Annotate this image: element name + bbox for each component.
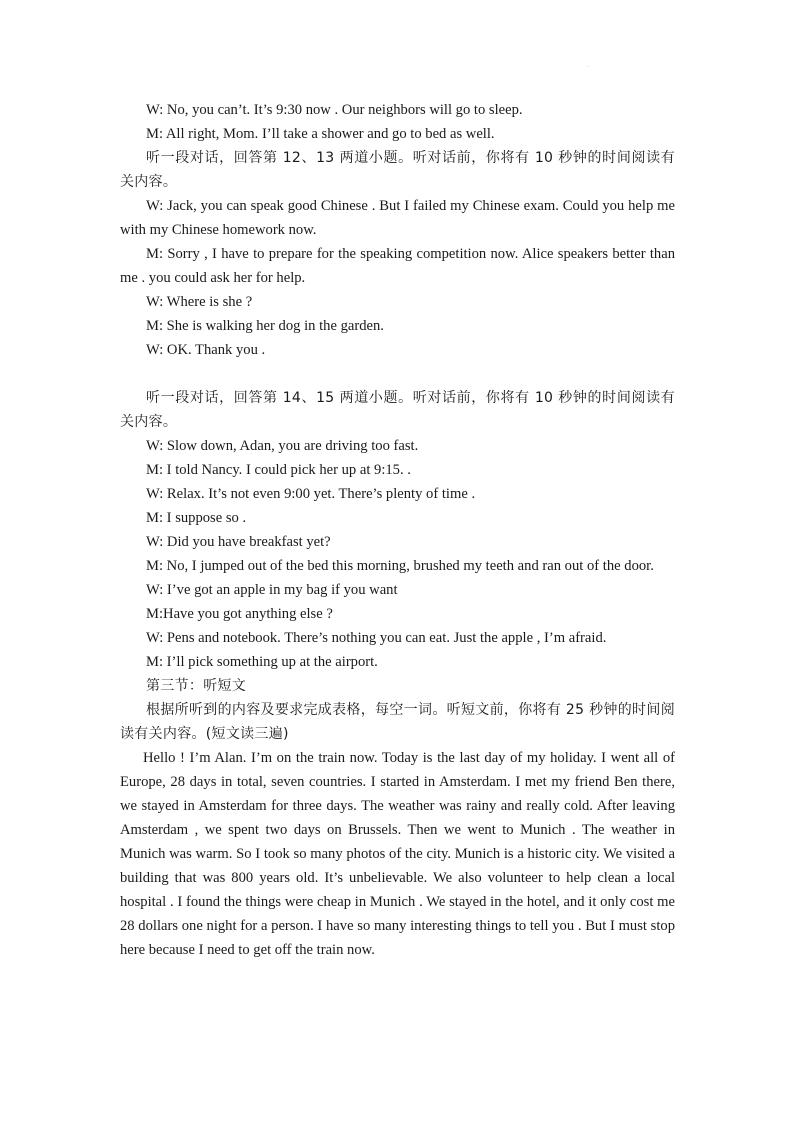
dialogue-line: M: I told Nancy. I could pick her up at 9:15. . [146,462,411,478]
blank-line [120,362,675,386]
dialogue-line: M:Have you got anything else ? [146,606,333,622]
dialogue-line: M: I’ll pick something up at the airport. [146,654,378,670]
dialogue-line: M: She is walking her dog in the garden. [146,318,384,334]
dialogue-paragraph: M: No, I jumped out of the bed this morning, brushed my teeth and ran out of the door. [146,558,654,574]
section-3-title: 第三节：听短文 [146,678,247,694]
section-3-instruction: 根据所听到的内容及要求完成表格，每空一词。听短文前，你将有 25 秒钟的时间阅读有关内容。(短文读三遍) [120,702,675,742]
listening-passage: Hello ! I’m Alan. I’m on the train now. Today is the last day of my holiday. I went all of Europe, 28 days in total, seven countries. I started in Amsterdam. I met my friend Ben there, we stayed in Amsterdam for three days. The weather was rainy and really cold. After leaving Amsterdam , we spent two days on Brussels. Then we went to Munich . The weather in Munich was warm. So I took so many photos of the city. Munich is a historic city. We visited a building that was 800 years old. It’s unbelievable. We also volunteer to help clean a local hospital . I found the things were cheap in Munich . We stayed in the hotel, and it only cost me 28 dollars one night for a person. I have so many interesting things to tell you . But I must stop here because I need to get off the train now. [120,750,675,958]
dialogue-line: W: No, you can’t. It’s 9:30 now . Our neighbors will go to sleep. [146,102,523,118]
dialogue-line: W: I’ve got an apple in my bag if you want [146,582,398,598]
dialogue-paragraph: M: Sorry , I have to prepare for the speaking competition now. Alice speakers better than me . you could ask her for help. [120,246,675,286]
dialogue-line: W: OK. Thank you . [146,342,266,358]
dialogue-paragraph: W: Jack, you can speak good Chinese . But I failed my Chinese exam. Could you help me with my Chinese homework now. [120,198,675,238]
document-page [120,98,675,962]
instruction-14-15: 听一段对话，回答第 14、15 两道小题。听对话前，你将有 10 秒钟的时间阅读有关内容。 [120,390,675,430]
dialogue-line: W: Relax. It’s not even 9:00 yet. There’s plenty of time . [146,486,476,502]
dialogue-line: W: Pens and notebook. There’s nothing you can eat. Just the apple , I’m afraid. [146,630,607,646]
dialogue-line: M: I suppose so . [146,510,247,526]
dialogue-line: W: Where is she ? [146,294,253,310]
page-corner-mark: · [587,64,589,70]
dialogue-line: M: All right, Mom. I’ll take a shower and go to bed as well. [146,126,495,142]
dialogue-line: W: Did you have breakfast yet? [146,534,331,550]
dialogue-line: W: Slow down, Adan, you are driving too fast. [146,438,419,454]
instruction-12-13: 听一段对话，回答第 12、13 两道小题。听对话前，你将有 10 秒钟的时间阅读有关内容。 [120,150,675,190]
